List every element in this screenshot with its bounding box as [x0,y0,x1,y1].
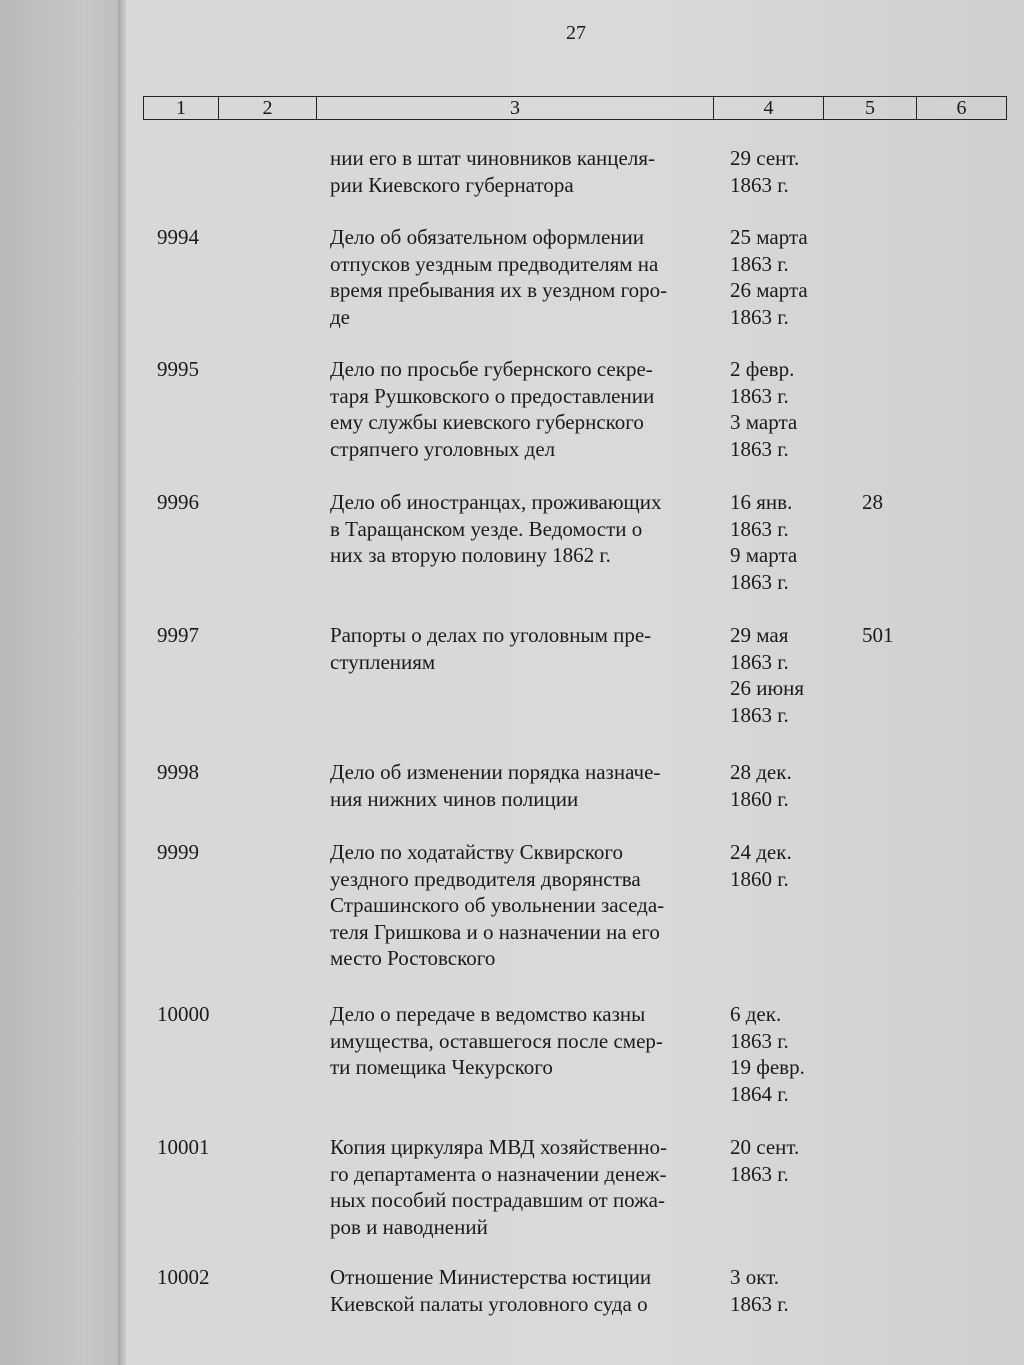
column-header-6: 6 [956,97,967,119]
column-header-2: 2 [219,97,317,119]
entry-number: 9995 [157,357,199,381]
entry-description: Дело об обязательном оформлении отпусков уездным предводителям на время пребывания их в уездном горо- де [330,225,668,329]
entry-description: Дело о передаче в ведомство казны имущества, оставшегося после смер- ти помещика Чекурского [330,1002,663,1079]
entry-dates: 29 сент. 1863 г. [730,146,800,197]
entry-number: 9999 [157,840,199,864]
entry-description: Дело об иностранцах, проживающих в Таращанском уезде. Ведомости о них за вторую половину 1862 г. [330,490,662,567]
entry-description: Дело по ходатайству Сквирского уездного предводителя дворянства Страшинского об увольнении заседа- теля Гришкова и о назначении на его место Ростовского [330,840,665,970]
entry-dates: 3 окт. 1863 г. [730,1265,789,1316]
entry-dates: 20 сент. 1863 г. [730,1135,800,1186]
entry-description: Копия циркуляра МВД хозяйственно- го департамента о назначении денеж- ных пособий пострадавшим от пожа- ров и наводнений [330,1135,667,1239]
entry-dates: 6 дек. 1863 г. 19 февр. 1864 г. [730,1002,805,1106]
entry-description: Рапорты о делах по уголовным пре- ступлениям [330,623,652,674]
column-header-row [143,96,1007,120]
entry-dates: 24 дек. 1860 г. [730,840,792,891]
bleed-through-margin [904,0,1024,1365]
entry-col5: 28 [862,490,883,514]
column-header-5: 5 [824,97,917,119]
entry-number: 9994 [157,225,199,249]
facing-page-edge [0,0,122,1365]
entry-number: 9998 [157,760,199,784]
entry-dates: 25 марта 1863 г. 26 марта 1863 г. [730,225,808,329]
column-header-1: 1 [144,97,219,119]
entry-description: Дело об изменении порядка назначе- ния нижних чинов полиции [330,760,661,811]
entry-dates: 2 февр. 1863 г. 3 марта 1863 г. [730,357,798,461]
entry-dates: 28 дек. 1860 г. [730,760,792,811]
entry-dates: 29 мая 1863 г. 26 июня 1863 г. [730,623,805,727]
entry-description: Отношение Министерства юстиции Киевской палаты уголовного суда о [330,1265,652,1316]
column-header-3: 3 [317,97,714,119]
entry-number: 10000 [157,1002,210,1026]
entry-dates: 16 янв. 1863 г. 9 марта 1863 г. [730,490,798,594]
entry-number: 9996 [157,490,199,514]
entry-description: нии его в штат чиновников канцеля- рии Киевского губернатора [330,146,655,197]
entry-number: 10002 [157,1265,210,1289]
entry-number: 9997 [157,623,199,647]
entry-description: Дело по просьбе губернского секре- таря Рушковского о предоставлении ему службы киевского губернского стряпчего уголовных дел [330,357,655,461]
entry-col5: 501 [862,623,894,647]
column-header-4: 4 [714,97,824,119]
entry-number: 10001 [157,1135,210,1159]
page-number: 27 [566,22,586,44]
